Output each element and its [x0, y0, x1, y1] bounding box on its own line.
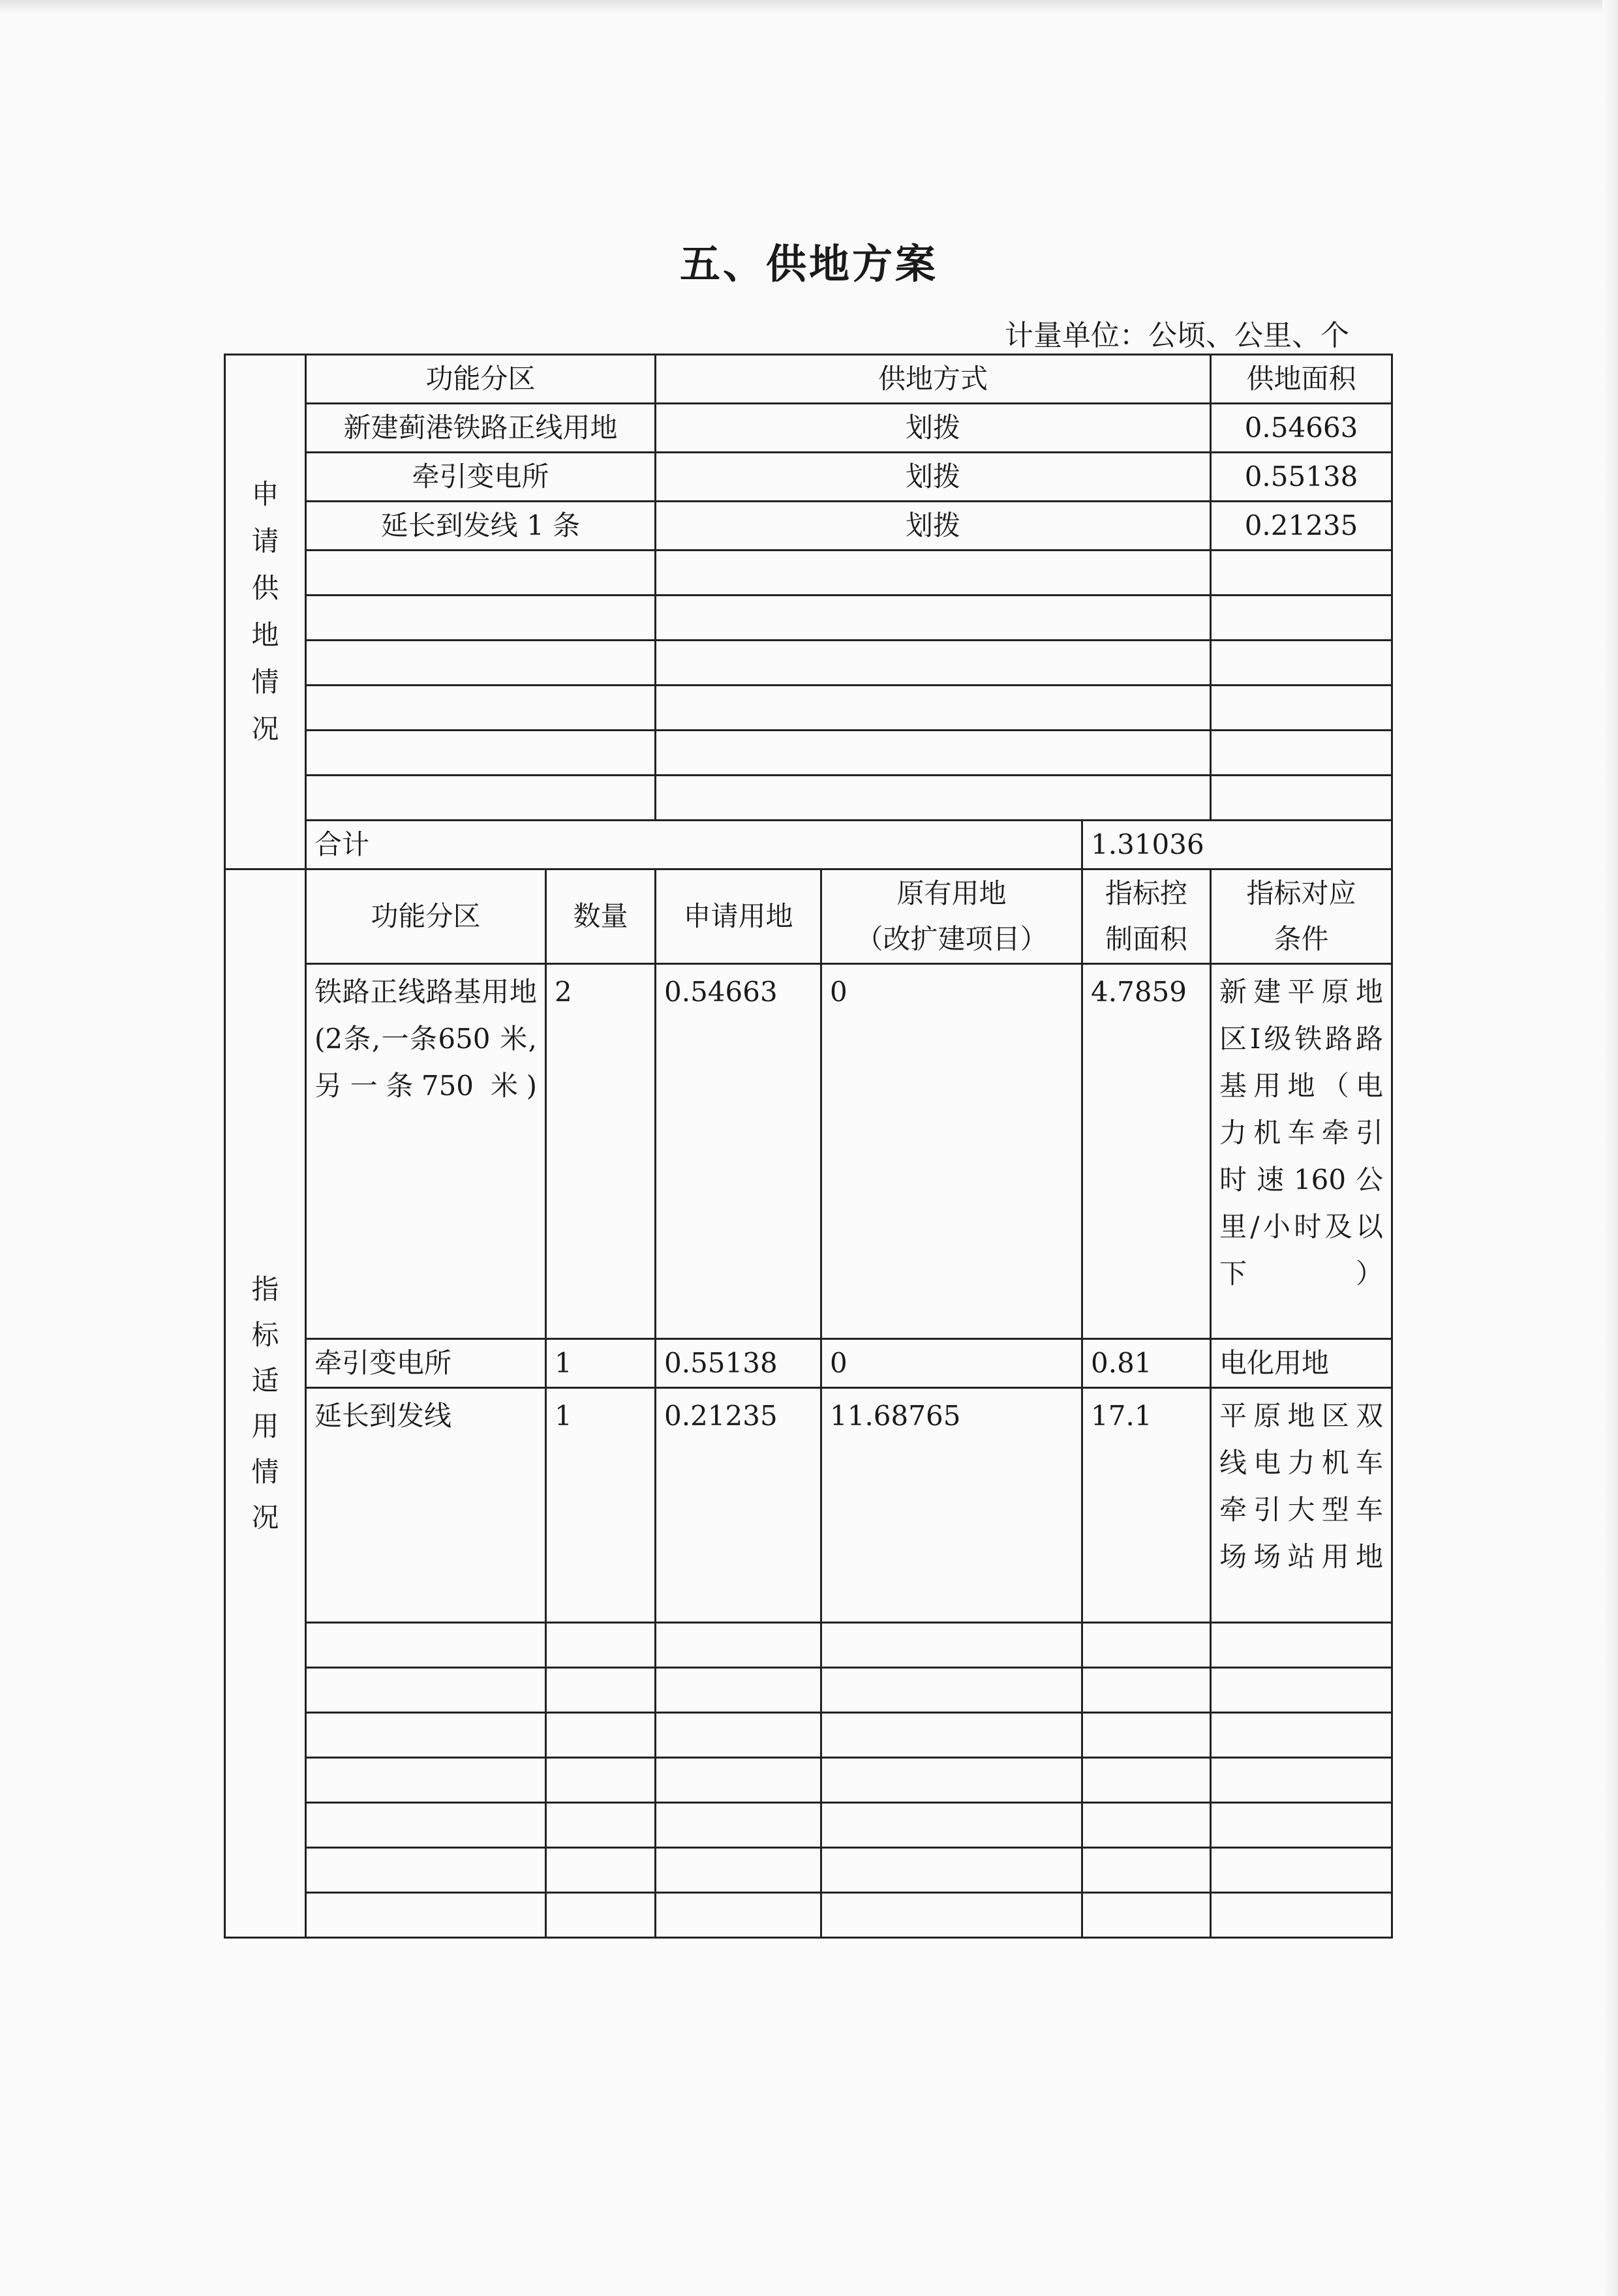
s2-ctrl-cell: 17.1 — [1082, 1388, 1211, 1623]
s1-zone-cell: 延长到发线 1 条 — [306, 502, 656, 551]
s2-header-ctrl: 指标控 制面积 — [1082, 869, 1211, 964]
s2-apply-cell: 0.55138 — [656, 1339, 821, 1388]
empty-row — [225, 1668, 1392, 1713]
s2-cond-cell: 新建平原地区Ⅰ级铁路路基用地（电力机车牵引时速160公里/小时及以下） — [1211, 964, 1392, 1339]
s2-side-label: 指 标 适 用 情 况 — [225, 869, 306, 1938]
s1-header-zone: 功能分区 — [306, 355, 656, 404]
unit-note: 计量单位：公顷、公里、个 — [1005, 319, 1349, 352]
empty-row — [225, 776, 1392, 821]
s2-ctrl-cell: 4.7859 — [1082, 964, 1211, 1339]
s1-area-cell: 0.54663 — [1211, 404, 1392, 453]
s1-method-cell: 划拨 — [656, 502, 1211, 551]
s2-zone-cell: 铁路正线路基用地(2条,一条650 米,另一条750 米) — [306, 964, 546, 1339]
s2-qty-cell: 1 — [546, 1388, 656, 1623]
s2-header-apply: 申请用地 — [656, 869, 821, 964]
land-supply-table — [224, 354, 1393, 1939]
s2-apply-cell: 0.54663 — [656, 964, 821, 1339]
s1-method-cell: 划拨 — [656, 453, 1211, 502]
empty-row — [225, 1803, 1392, 1848]
s2-ctrl-cell: 0.81 — [1082, 1339, 1211, 1388]
table-row — [225, 1388, 1392, 1623]
table-row — [225, 453, 1392, 502]
s1-zone-cell: 牵引变电所 — [306, 453, 656, 502]
s2-header-cond: 指标对应 条件 — [1211, 869, 1392, 964]
s2-header-zone: 功能分区 — [306, 869, 546, 964]
s2-orig-cell: 11.68765 — [821, 1388, 1082, 1623]
s1-area-cell: 0.55138 — [1211, 453, 1392, 502]
table-row — [225, 964, 1392, 1339]
table-row — [225, 1339, 1392, 1388]
s2-orig-cell: 0 — [821, 964, 1082, 1339]
s2-orig-cell: 0 — [821, 1339, 1082, 1388]
s2-header-qty: 数量 — [546, 869, 656, 964]
table-row — [225, 502, 1392, 551]
s2-header-orig: 原有用地 （改扩建项目） — [821, 869, 1082, 964]
s2-header-row — [225, 869, 1392, 964]
s1-total-row — [225, 821, 1392, 869]
s2-zone-cell: 延长到发线 — [306, 1388, 546, 1623]
empty-row — [225, 596, 1392, 641]
s1-area-cell: 0.21235 — [1211, 502, 1392, 551]
s1-zone-cell: 新建蓟港铁路正线用地 — [306, 404, 656, 453]
empty-row — [225, 1848, 1392, 1893]
scan-edge-right — [1602, 0, 1618, 2296]
s1-total-value: 1.31036 — [1082, 821, 1392, 869]
s1-method-cell: 划拨 — [656, 404, 1211, 453]
empty-row — [225, 1758, 1392, 1803]
s1-total-label: 合计 — [306, 821, 1082, 869]
s2-qty-cell: 2 — [546, 964, 656, 1339]
empty-row — [225, 686, 1392, 731]
empty-row — [225, 1893, 1392, 1938]
empty-row — [225, 1713, 1392, 1758]
empty-row — [225, 731, 1392, 776]
s2-apply-cell: 0.21235 — [656, 1388, 821, 1623]
s2-zone-cell: 牵引变电所 — [306, 1339, 546, 1388]
s1-header-method: 供地方式 — [656, 355, 1211, 404]
s2-qty-cell: 1 — [546, 1339, 656, 1388]
s1-side-label: 申 请 供 地 情 况 — [225, 355, 306, 869]
scan-edge-top — [0, 0, 1618, 14]
s1-header-area: 供地面积 — [1211, 355, 1392, 404]
empty-row — [225, 551, 1392, 596]
page-title: 五、供地方案 — [679, 240, 938, 288]
table-row — [225, 404, 1392, 453]
empty-row — [225, 1623, 1392, 1668]
s2-cond-cell: 电化用地 — [1211, 1339, 1392, 1388]
s1-header-row — [225, 355, 1392, 404]
s2-cond-cell: 平原地区双线电力机车牵引大型车场场站用地 — [1211, 1388, 1392, 1623]
empty-row — [225, 641, 1392, 686]
